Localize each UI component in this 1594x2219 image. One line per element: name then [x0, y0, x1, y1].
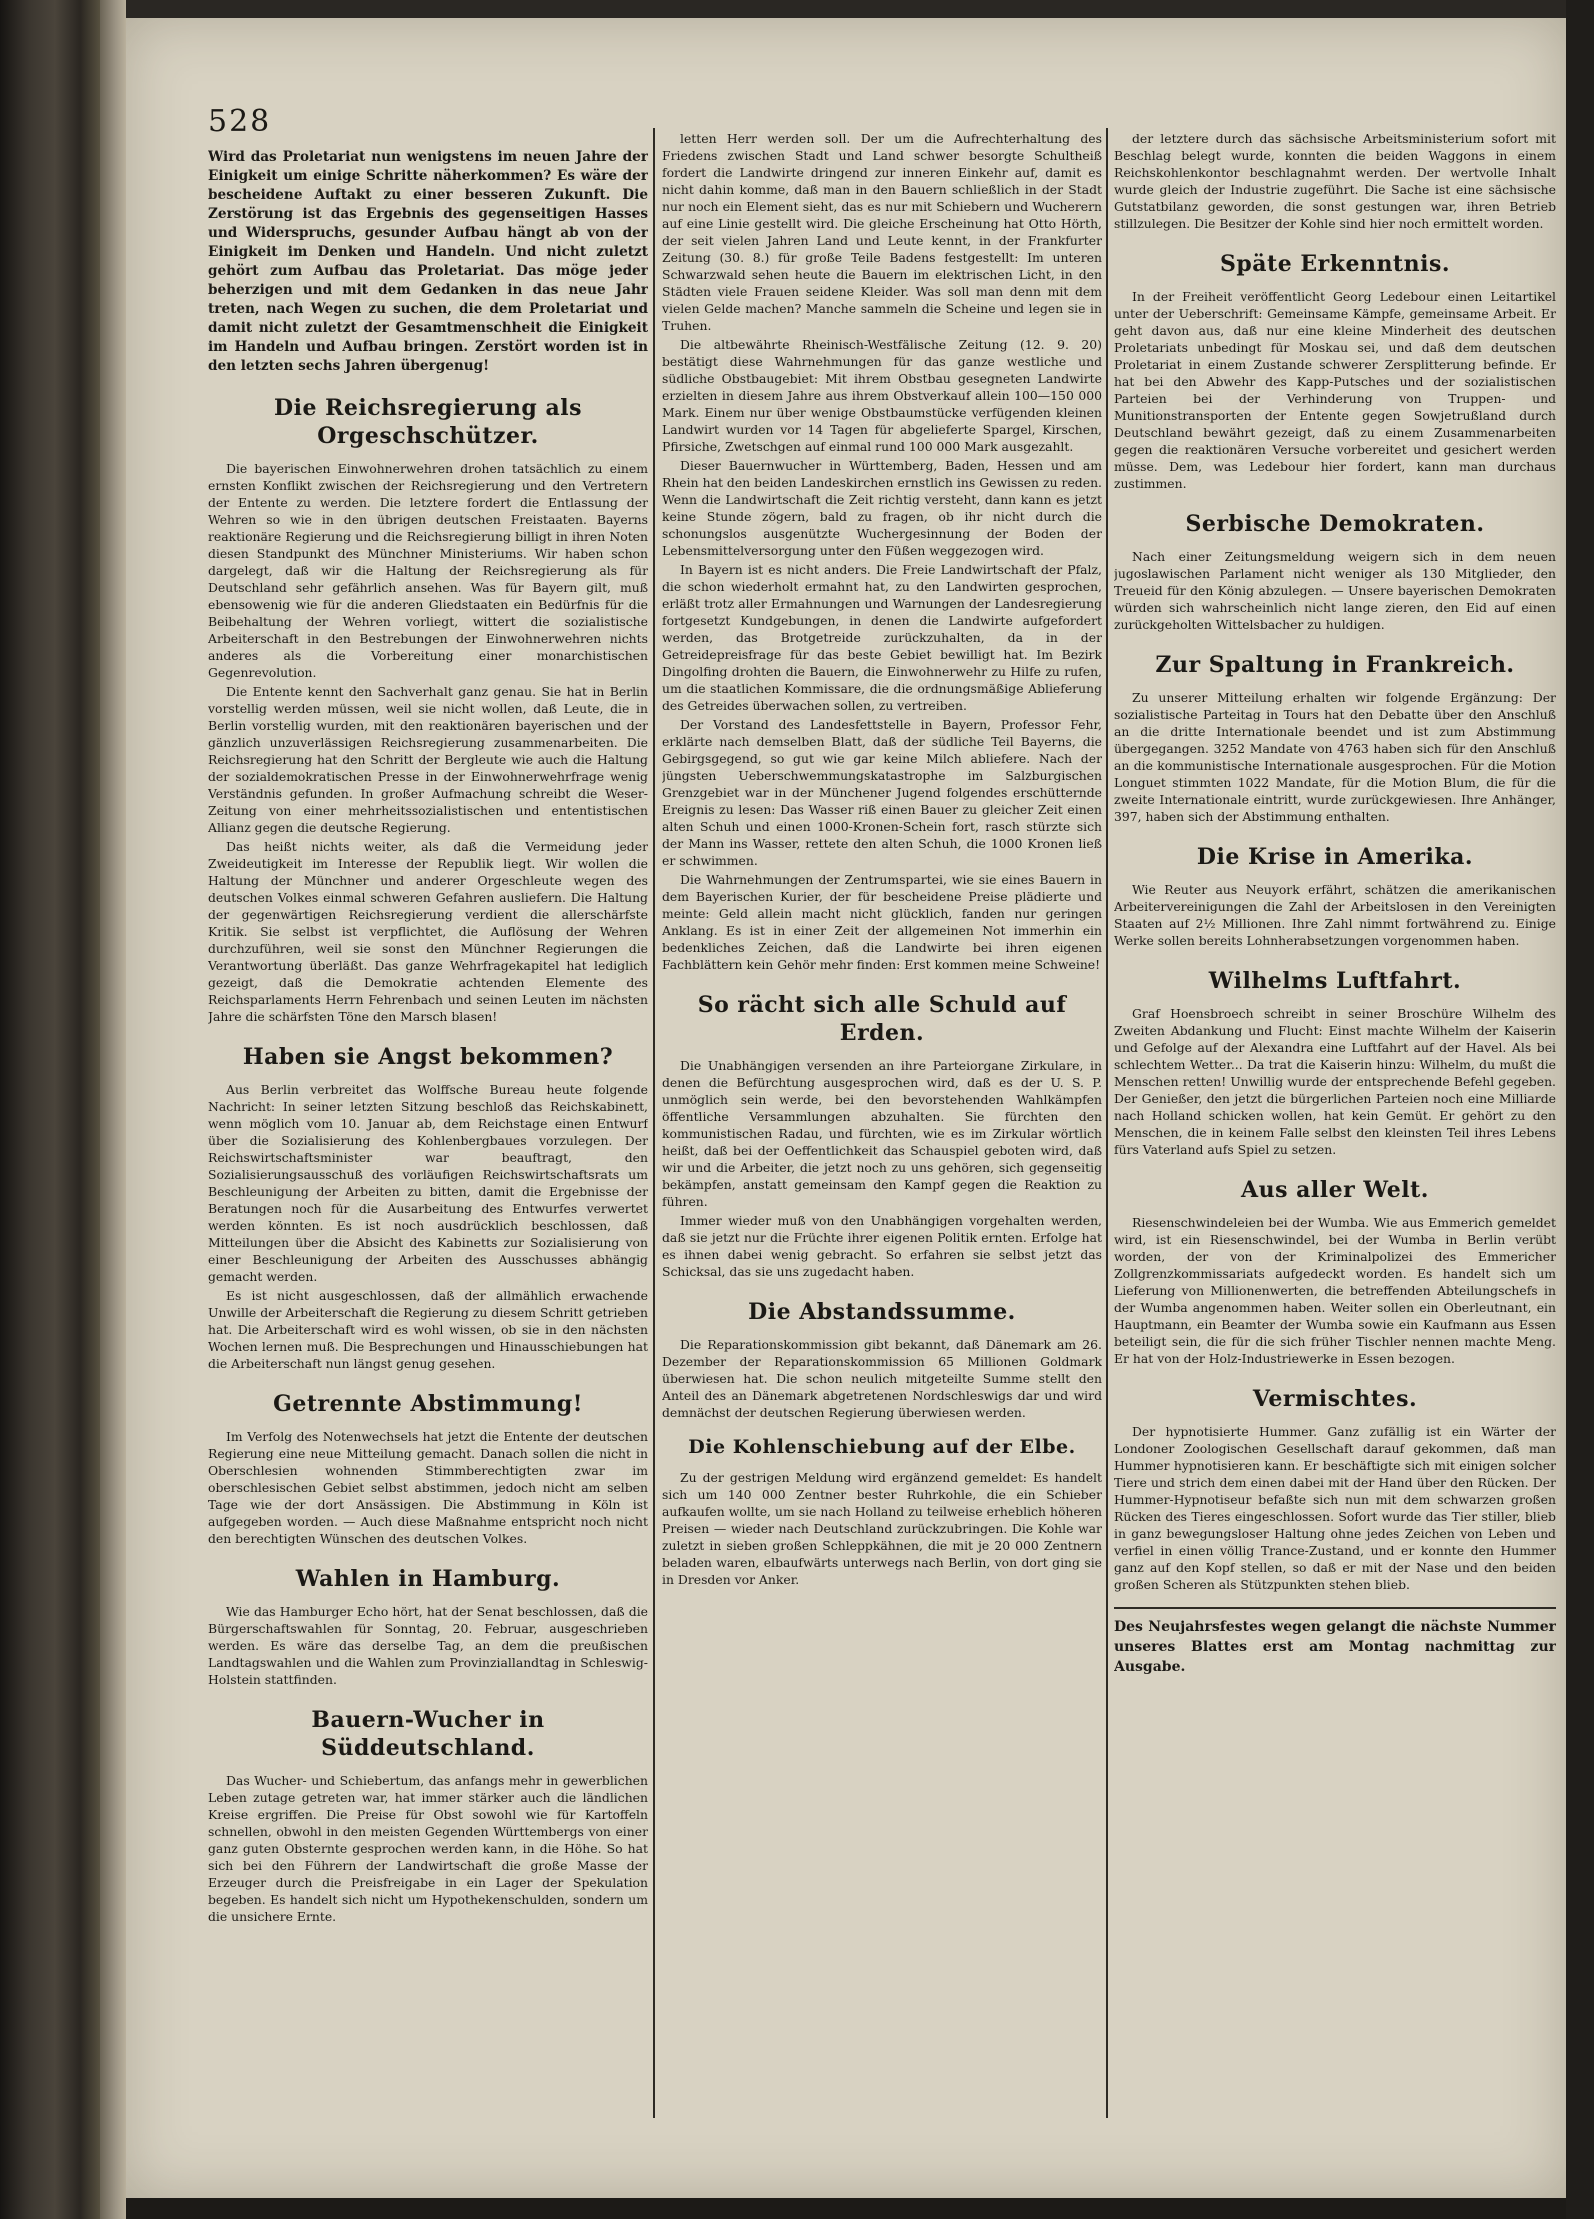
- headline: Die Krise in Amerika.: [1196, 844, 1474, 870]
- paragraph: Nach einer Zeitungsmeldung weigern sich in dem neuen jugoslawischen Parlament nicht weniger als 130 Mitglieder, den Treueid für den König abzulegen. — Unsere bayerischen Demokraten würden sich wahrscheinlich nicht lange zieren, den Eid auf einen zurückgeholten Wittelsbacher zu huldigen.: [1114, 549, 1556, 632]
- paragraph: Die altbewährte Rheinisch-Westfälische Zeitung (12. 9. 20) bestätigt diese Wahrnehmungen für das ganze westliche und südliche Obstbaugebiet: Mit ihrem Obstbau gesegneten Landwirte erzielten in diesem Jahre aus ihrem Obstverkauf allein 100—150 000 Mark. Einem nur über wenige Obstbaumstücke verfügenden kleinen Landwirt wurden vor 14 Tagen für abgelieferte Spargel, Kirschen, Pfirsiche, Zwetschgen auf einmal rund 100 000 Mark ausgezahlt.: [662, 337, 1102, 454]
- paragraph: Das heißt nichts weiter, als daß die Vermeidung jeder Zweideutigkeit im Interesse der Republik liegt. Wir wollen die Haltung der Münchner und anderer Orgeschleute wegen des deutschen Volkes einmal schweren Gefahren ausliefern. Die Haltung der gegenwärtigen Reichsregierung verdient die allerschärfste Kritik. Sie selbst ist verpflichtet, die Auflösung der Wehren durchzuführen, weil sie sonst den Münchner Regierungen die Verantwortung überläßt. Das ganze Wehrfragekapitel hat lediglich gezeigt, daß die Demokratie achtenden Elemente des Reichsparlaments Herrn Fehrenbach und seinen Leuten im nächsten Jahre die schärfsten Töne den Marsch blasen!: [208, 839, 648, 1024]
- column-middle: [662, 130, 1102, 2120]
- headline: Die Abstandssumme.: [748, 1299, 1016, 1325]
- paragraph: Dieser Bauernwucher in Württemberg, Baden, Hessen und am Rhein hat den beiden Landeskirchen ernstlich ins Gewissen zu reden. Wenn die Landwirtschaft die Zeit richtig versteht, dann kann es jetzt keine Stunde zögern, bald zu fragen, ob ihr nicht durch die schonungslos ausgenützte Wuchergesinnung der Boden der Lebensmittelversorgung unter den Füßen weggezogen wird.: [662, 458, 1102, 558]
- headline: Bauern-Wucher in Süddeutschland.: [311, 1707, 545, 1761]
- paragraph: Die Wahrnehmungen der Zentrumspartei, wie sie eines Bauern in dem Bayerischen Kurier, der für bescheidene Preise plädierte und meinte: Geld allein macht nicht glücklich, fanden nur geringen Anklang. Es ist in einer Zeit der allgemeinen Not immerhin ein bedenkliches Zeichen, daß die Landwirte bei ihren eigenen Fachblättern kein Gehör mehr finden: Erst kommen meine Schweine!: [662, 872, 1102, 972]
- page-stack-edge: [100, 0, 126, 2219]
- paragraph: Das Wucher- und Schiebertum, das anfangs mehr in gewerblichen Leben zutage getreten war, hat immer stärker auch die ländlichen Kreise ergriffen. Die Preise für Obst sowohl wie für Kartoffeln schnellen, obwohl in den meisten Gegenden Württembergs von einer ganz guten Obsternte gesprochen werden kann, in die Höhe. So hat sich bei den Führern der Landwirtschaft die große Masse der Erzeuger durch die Preisfreigabe in ein Lager der Spekulation begeben. Es handelt sich nicht um Hypothekenschulden, sondern um die unsichere Ernte.: [208, 1773, 648, 1924]
- paragraph: Die Reparationskommission gibt bekannt, daß Dänemark am 26. Dezember der Reparationskommission 65 Millionen Goldmark überwiesen hat. Die schon neulich mitgeteilte Summe stellt den Anteil des an Dänemark abgetretenen Nordschleswigs dar und wird demnächst der deutschen Regierung überwiesen werden.: [662, 1337, 1102, 1420]
- paragraph: Zu der gestrigen Meldung wird ergänzend gemeldet: Es handelt sich um 140 000 Zentner bester Ruhrkohle, die ein Schieber aufkaufen wollte, um sie nach Holland zu teilweise erheblich höheren Preisen — wieder nach Deutschland zurückzubringen. Die Kohle war zuletzt in sieben großen Schleppkähnen, die mit je 20 000 Zentnern beladen waren, elbaufwärts unterwegs nach Berlin, von dort ging sie in Dresden vor Anker.: [662, 1470, 1102, 1587]
- headline: Getrennte Abstimmung!: [273, 1391, 583, 1417]
- paragraph: Die bayerischen Einwohnerwehren drohen tatsächlich zu einem ernsten Konflikt zwischen der Reichsregierung und den Vertretern der Entente zu werden. Die letztere fordert die Entlassung der Wehren so wie in den übrigen deutschen Freistaaten. Bayerns reaktionäre Regierung und die Reichsregierung billigt in ihren Noten diesen Standpunkt des Münchner Ministeriums. Wir haben schon dargelegt, daß wir die Haltung der Reichsregierung als für Deutschland sehr gefährlich ansehen. Was für Bayern gilt, muß ebensowenig wie für die anderen Gliedstaaten ein Bedürfnis für die Beibehaltung der Wehren vorliegt, wittert die sozialistische Arbeiterschaft in den Bestrebungen der Einwohnerwehren nichts anderes als die Vorbereitung einer monarchistischen Gegenrevolution.: [208, 461, 648, 680]
- paragraph: Die Unabhängigen versenden an ihre Parteiorgane Zirkulare, in denen die Befürchtung ausgesprochen wird, daß es der U. S. P. unmöglich sein werde, bei den bevorstehenden Wahlkämpfen öffentliche Versammlungen abzuhalten. Sie fürchten den kommunistischen Radau, und fürchten, wie es im Zirkular wörtlich heißt, daß bei der Oeffentlichkeit das Schauspiel geboten wird, daß wir und die Arbeiter, die jetzt noch zu uns gehören, sich gegenseitig bekämpfen, anstatt gemeinsam den Kampf gegen die Reaktion zu führen.: [662, 1058, 1102, 1209]
- headline: Zur Spaltung in Frankreich.: [1155, 652, 1515, 678]
- scan-border: [126, 2198, 1566, 2219]
- column-left: [208, 148, 648, 2148]
- lede-paragraph: Wird das Proletariat nun wenigstens im neuen Jahre der Einigkeit um einige Schritte näherkommen? Es wäre der bescheidene Auftakt zu einer besseren Zukunft. Die Zerstörung ist das Ergebnis des gegenseitigen Hasses und Widerspruchs, gesunder Aufbau hängt ab von der Einigkeit im Denken und Handeln. Und nicht zuletzt gehört zum Aufbau das Proletariat. Das möge jeder beherzigen und mit dem Gedanken in das neue Jahr treten, nach Wegen zu suchen, die dem Proletariat und damit nicht zuletzt der Gesamtmenschheit die Einigkeit im Handeln und Aufbau bringen. Zerstört worden ist in den letzten sechs Jahren übergenug!: [208, 149, 648, 374]
- paragraph: Im Verfolg des Notenwechsels hat jetzt die Entente der deutschen Regierung eine neue Mitteilung gemacht. Danach sollen die nicht in Oberschlesien wohnenden Stimmberechtigten zwar im oberschlesischen Gebiet selbst abstimmen, jedoch nicht am selben Tage wie der dort Ansässigen. Die Abstimmung in Köln ist aufgegeben worden. — Auch diese Maßnahme entspricht noch nicht den berechtigten Wünschen des deutschen Volkes.: [208, 1429, 648, 1546]
- headline: Späte Erkenntnis.: [1220, 251, 1450, 277]
- paragraph: Wie Reuter aus Neuyork erfährt, schätzen die amerikanischen Arbeitervereinigungen die Zahl der Arbeitslosen in den Vereinigten Staaten auf 2½ Millionen. Ihre Zahl nimmt fortwährend zu. Einige Werke sollen bereits Lohnherabsetzungen vorgenommen haben.: [1114, 882, 1556, 948]
- headline: Die Reichsregierung als Orgeschschützer.: [274, 395, 582, 449]
- headline: Wilhelms Luftfahrt.: [1208, 968, 1462, 994]
- headline: Haben sie Angst bekommen?: [242, 1044, 614, 1070]
- paragraph: Graf Hoensbroech schreibt in seiner Broschüre Wilhelm des Zweiten Abdankung und Flucht: Einst machte Wilhelm der Kaiserin und Gefolge auf der Alexandra eine Luftfahrt auf der Havel. Als bei schlechtem Wetter... Da trat die Kaiserin hinzu: Wilhelm, du mußt die Menschen retten! Unwillig wurde der entsprechende Befehl gegeben. Der Genießer, den jetzt die bürgerlichen Parteien noch eine Milliarde nach Holland schicken wollen, hat kein Gemüt. Er gehört zu den Menschen, die in keinem Falle selbst den kleinsten Teil ihres Lebens fürs Vaterland aufs Spiel zu setzen.: [1114, 1006, 1556, 1157]
- paragraph: der letztere durch das sächsische Arbeitsministerium sofort mit Beschlag belegt wurde, konnten die beiden Waggons in einem Reichskohlenkontor beschlagnahmt werden. Der wertvolle Inhalt wurde gleich der Industrie zugeführt. Die Sache ist eine sächsische Gutstatbilanz geworden, die sonst gestungen war, ihren Betrieb stillzulegen. Die Besitzer der Kohle sind hier noch ermittelt worden.: [1114, 131, 1556, 231]
- paragraph: Der hypnotisierte Hummer. Ganz zufällig ist ein Wärter der Londoner Zoologischen Gesellschaft darauf gekommen, daß man Hummer hypnotisieren kann. Er beschäftigte sich mit einigen solcher Tiere und strich dem einen dabei mit der Hand über den Rücken. Der Hummer-Hypnotiseur befaßte sich nun mit dem schwarzen großen Rücken des Tieres eingeschlossen. Sofort wurde das Tier stiller, blieb in ganz bewegungsloser Haltung ohne jedes Zeichen von Leben und verfiel in einen völlig Trance-Zustand, und er konnte den Hummer ganz auf den Kopf stellen, so daß er mit der Nase und den beiden großen Scheren als Stützpunkten stehen blieb.: [1114, 1424, 1556, 1592]
- column-right: [1114, 130, 1556, 2120]
- publication-notice: Des Neujahrsfestes wegen gelangt die nächste Nummer unseres Blattes erst am Montag nachmittag zur Ausgabe.: [1114, 1607, 1556, 1677]
- paragraph: Der Vorstand des Landesfettstelle in Bayern, Professor Fehr, erklärte nach demselben Blatt, daß der südliche Teil Bayerns, die Gebirgsgegend, so gut wie gar keine Milch abliefere. Nach der jüngsten Ueberschwemmungskatastrophe im Salzburgischen Grenzgebiet war in der Münchener Jugend folgendes erschütternde Ereignis zu lesen: Das Wasser riß einen Bauer zu gleicher Zeit einen alten Schuh und einen 1000-Kronen-Schein fort, rasch stürzte sich der Mann ins Wasser, rettete den alten Schuh, die 1000 Kronen ließ er schwimmen.: [662, 717, 1102, 868]
- headline: Vermischtes.: [1252, 1386, 1418, 1412]
- headline: Aus aller Welt.: [1241, 1177, 1429, 1203]
- newspaper-page: [126, 18, 1566, 2198]
- paragraph: Wie das Hamburger Echo hört, hat der Senat beschlossen, daß die Bürgerschaftswahlen für Sonntag, 20. Februar, ausgeschrieben werden. Es wäre das derselbe Tag, an dem die preußischen Landtagswahlen und die Wahlen zum Provinziallandtag in Schleswig-Holstein stattfinden.: [208, 1604, 648, 1687]
- paragraph: Aus Berlin verbreitet das Wolffsche Bureau heute folgende Nachricht: In seiner letzten Sitzung beschloß das Reichskabinett, wenn möglich vom 10. Januar ab, dem Reichstage einen Entwurf über die Sozialisierung des Kohlenbergbaues vorzulegen. Der Reichswirtschaftsminister war beauftragt, den Sozialisierungsausschuß des vorläufigen Reichswirtschaftsrats um Beschleunigung der Arbeiten zu bitten, damit die Ergebnisse der Beratungen noch für die Ausarbeitung des Entwurfes verwertet werden könnten. Es ist noch ausdrücklich beschlossen, daß Mitteilungen über die Absicht des Kabinetts zur Sozialisierung von einer Beschleunigung der Arbeiten des Ausschusses abhängig gemacht werden.: [208, 1082, 648, 1284]
- scan-border: [1566, 0, 1594, 2219]
- paragraph: Die Entente kennt den Sachverhalt ganz genau. Sie hat in Berlin vorstellig werden müssen, weil sie nicht wollen, daß Leute, die in Berlin vorstellig wurden, mit den reaktionären bayerischen und der gänzlich unzuverlässigen Reichsregierung zusammenarbeiten. Die Reichsregierung hat den Schritt der Bergleute wie auch die Haltung der sozialdemokratischen Presse in der Einwohnerwehrfrage wenig Verständnis gefunden. In großer Aufmachung schreibt die Weser-Zeitung von einer mehrheitssozialistischen und ententistischen Allianz gegen die deutsche Regierung.: [208, 684, 648, 835]
- book-spine: [0, 0, 100, 2219]
- paragraph: Riesenschwindeleien bei der Wumba. Wie aus Emmerich gemeldet wird, ist ein Riesenschwindel, bei der Wumba in Berlin verübt worden, der von der Kriminalpolizei des Emmericher Zollgrenzkommissariats aufgedeckt worden. Es handelt sich um Lieferung von Millionenwerten, die betreffenden Abteilungschefs in der Wumba angenommen haben. Weiter sollen ein Oberleutnant, ein Hauptmann, ein Beamter der Wumba sowie ein Kaufmann aus Essen beteiligt sein, die für die sich früher Tischler nennen machte Meng. Er hat von der Holz-Industriewerke in Essen bezogen.: [1114, 1215, 1556, 1366]
- paragraph: In Bayern ist es nicht anders. Die Freie Landwirtschaft der Pfalz, die schon wiederholt ermahnt hat, zu den Landwirten gesprochen, erläßt trotz aller Ermahnungen und Warnungen der Landesregierung fortgesetzt Kundgebungen, in denen die Landwirte aufgefordert werden, das Brotgetreide zurückzuhalten, da in der Getreidepreisfrage für das beste Gebiet bewilligt hat. Im Bezirk Dingolfing drohten die Bauern, die Einwohnerwehr zu Hilfe zu rufen, um die staatlichen Kommissare, die die ordnungsmäßige Ablieferung des Getreides überwachen sollen, zu vertreiben.: [662, 562, 1102, 713]
- paragraph: Es ist nicht ausgeschlossen, daß der allmählich erwachende Unwille der Arbeiterschaft die Regierung zu diesem Schritt getrieben hat. Die Arbeiterschaft wird es wohl wissen, ob sie in den nächsten Wochen lernen muß. Die Besprechungen und Hinausschiebungen hat die Arbeiterschaft nun längst genug gesehen.: [208, 1288, 648, 1371]
- headline: Die Kohlenschiebung auf der Elbe.: [688, 1436, 1076, 1458]
- column-rule: [653, 128, 655, 2118]
- page-number: 528: [208, 104, 272, 139]
- paragraph: Immer wieder muß von den Unabhängigen vorgehalten werden, daß sie jetzt nur die Früchte ihrer eigenen Politik ernten. Erfolge hat es ihnen dabei wenig gebracht. So erfahren sie selbst jetzt das Schicksal, das sie uns zugedacht haben.: [662, 1213, 1102, 1279]
- headline: Serbische Demokraten.: [1185, 511, 1485, 537]
- paragraph: letten Herr werden soll. Der um die Aufrechterhaltung des Friedens zwischen Stadt und Land schwer besorgte Schultheiß fordert die Landwirte dringend zur inneren Einkehr auf, damit es nicht dahin komme, daß man in den Bauern schließlich in der Stadt nur noch ein Element sieht, das es nur mit Schiebern und Wucherern auf eine Linie gestellt wird. Die gleiche Erscheinung hat Otto Hörth, der seit vielen Jahren Land und Leute kennt, in der Frankfurter Zeitung (30. 8.) für große Teile Badens festgestellt: Im unteren Schwarzwald sehen heute die Bauern im elektrischen Licht, in den Städten viele Frauen seidene Kleider. Was soll man denn mit dem vielen Gelde machen? Manche sammeln die Scheine und legen sie in Truhen.: [662, 131, 1102, 333]
- paragraph: In der Freiheit veröffentlicht Georg Ledebour einen Leitartikel unter der Ueberschrift: Gemeinsame Kämpfe, gemeinsame Arbeit. Er geht davon aus, daß nur eine kleine Minderheit des deutschen Proletariats unbedingt für Moskau sei, und daß dem deutschen Proletariat in einem Zustande schwerer Zersplitterung befinde. Er hat bei den Abwehr des Kapp-Putsches und der sozialistischen Parteien bei der Verhinderung von Truppen- und Munitionstransporten der Entente gegen Sowjetrußland durch Deutschland bewährt gezeigt, daß zu einem Zusammenarbeiten gegen die reaktionären Versuche vorbereitet und gesichert werden müsse. Dem, was Ledebour hier fordert, kann man durchaus zustimmen.: [1114, 289, 1556, 491]
- paragraph: Zu unserer Mitteilung erhalten wir folgende Ergänzung: Der sozialistische Parteitag in Tours hat den Debatte über den Anschluß an die dritte Internationale beendet und ist zum Abstimmung übergegangen. 3252 Mandate von 4763 haben sich für den Anschluß an die kommunistische Internationale ausgesprochen. Für die Motion Longuet stimmten 1022 Mandate, für die Motion Blum, die für die zweite Internationale eintritt, wurde zurückgewiesen. Ihre Anhänger, 397, haben sich der Abstimmung enthalten.: [1114, 690, 1556, 824]
- column-rule: [1106, 128, 1108, 2118]
- headline: Wahlen in Hamburg.: [295, 1566, 561, 1592]
- headline: So rächt sich alle Schuld auf Erden.: [697, 992, 1067, 1046]
